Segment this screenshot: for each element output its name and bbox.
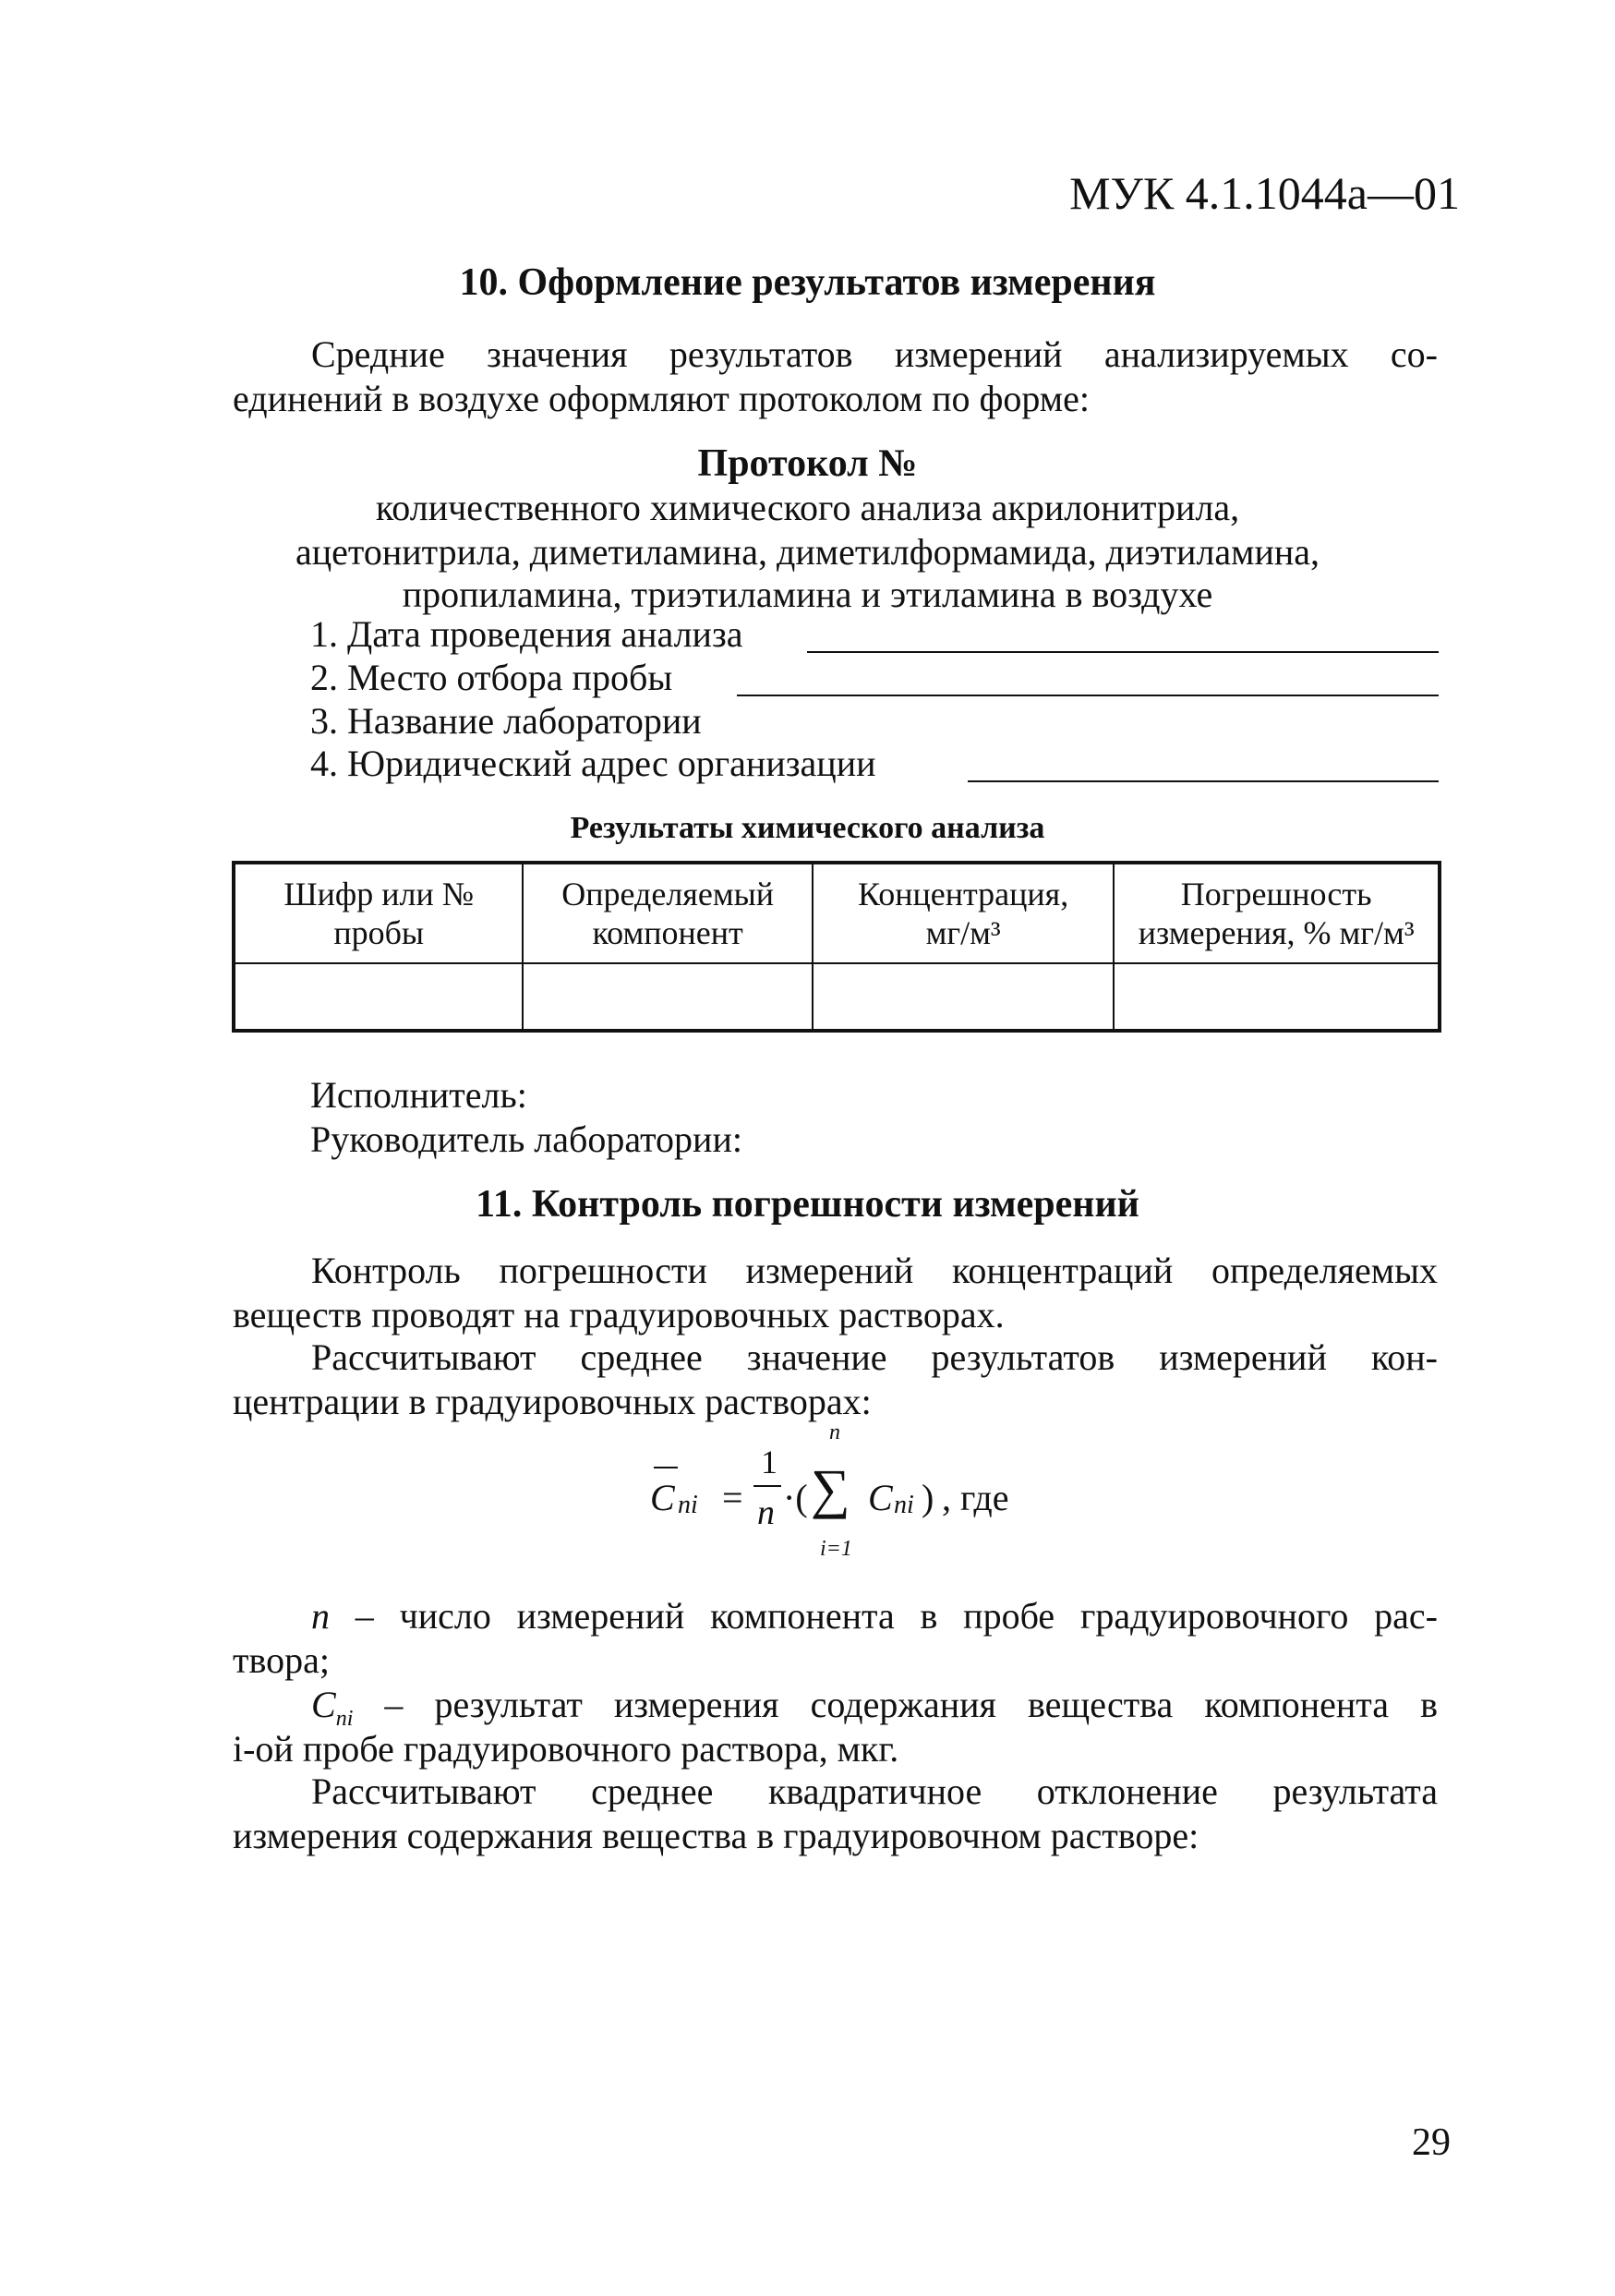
formula-term: C — [868, 1477, 893, 1518]
formula-term-sub: ni — [894, 1491, 914, 1519]
definition-n-line1: n – число измерений компонента в пробе градуировочного рас- — [311, 1595, 1438, 1637]
protocol-field-sampling-place: 2. Место отбора пробы — [310, 657, 673, 698]
table-cell — [523, 963, 812, 1031]
fraction-bar — [753, 1485, 781, 1487]
protocol-subtitle-line3: пропиламина, триэтиламина и этиламина в воздухе — [402, 574, 1213, 615]
formula-sum-lower: i=1 — [820, 1537, 852, 1561]
protocol-subtitle-line1: количественного химического анализа акрилонитрила, — [375, 487, 1240, 528]
field-line-sampling-place — [737, 695, 1439, 696]
formula-dot-paren: ·( — [783, 1477, 808, 1518]
definition-n-line2: твора; — [233, 1639, 330, 1681]
table-cell — [813, 963, 1115, 1031]
protocol-title: Протокол № — [697, 442, 918, 485]
section-10-paragraph-line1: Средние значения результатов измерений анализируемых со- — [311, 333, 1438, 375]
mean-formula — [637, 1420, 1099, 1579]
formula-equals: = — [722, 1477, 743, 1518]
results-table — [232, 861, 1441, 1033]
section-11-p3-line2: измерения содержания вещества в градуировочном растворе: — [233, 1815, 1199, 1856]
table-cell — [1114, 963, 1440, 1031]
definition-cni-line2: i-ой пробе градуировочного раствора, мкг. — [233, 1728, 899, 1770]
page-number: 29 — [1412, 2121, 1451, 2164]
section-11-p2-line1: Рассчитывают среднее значение результатов измерений кон- — [311, 1336, 1438, 1378]
section-10-heading: 10. Оформление результатов измерения — [459, 261, 1156, 304]
formula-sum-sign: ∑ — [811, 1458, 850, 1519]
field-line-date — [807, 651, 1439, 653]
section-10-paragraph-line2: единений в воздухе оформляют протоколом по форме: — [233, 378, 1090, 419]
formula-where: , где — [942, 1477, 1009, 1518]
formula-numerator: 1 — [761, 1444, 777, 1480]
section-11-heading: 11. Контроль погрешности измерений — [476, 1183, 1139, 1226]
table-cell — [234, 963, 523, 1031]
header-sample-code: Шифр или № пробы — [234, 863, 523, 963]
protocol-field-laboratory: 3. Название лаборатории — [310, 700, 702, 742]
header-component: Определяемый компонент — [523, 863, 812, 963]
section-11-p3-line1: Рассчитывают среднее квадратичное отклонение результата — [311, 1770, 1438, 1812]
protocol-subtitle-line2: ацетонитрила, диметиламина, диметилформамида, диэтиламина, — [295, 531, 1320, 573]
formula-lhs-sub: ni — [678, 1491, 698, 1519]
section-11-p2-line2: центрации в градуировочных растворах: — [233, 1381, 872, 1422]
formula-denominator: n — [757, 1493, 775, 1532]
field-line-address — [968, 780, 1439, 782]
formula-close-paren: ) — [922, 1477, 934, 1518]
signature-executor: Исполнитель: — [310, 1074, 527, 1116]
results-table-header-row — [234, 863, 1440, 963]
formula-lhs: C — [650, 1477, 675, 1518]
results-table-caption: Результаты химического анализа — [570, 811, 1045, 845]
formula-sum-upper: n — [829, 1420, 840, 1444]
results-table-empty-row — [234, 963, 1440, 1031]
signature-lab-head: Руководитель лаборатории: — [310, 1118, 742, 1160]
protocol-field-address: 4. Юридический адрес организации — [310, 743, 876, 784]
section-11-p1-line2: веществ проводят на градуировочных растворах. — [233, 1294, 1005, 1335]
section-11-p1-line1: Контроль погрешности измерений концентраций определяемых — [311, 1250, 1438, 1291]
header-error: Погрешность измерения, % мг/м³ — [1114, 863, 1440, 963]
definition-cni-line1: $C_{ni}$ – результат измерения содержания вещества компонента в — [311, 1684, 1438, 1731]
document-code: МУК 4.1.1044а—01 — [1069, 167, 1460, 219]
header-concentration: Концентрация, мг/м³ — [813, 863, 1115, 963]
mean-bar — [654, 1467, 678, 1468]
protocol-field-date: 1. Дата проведения анализа — [310, 613, 743, 655]
